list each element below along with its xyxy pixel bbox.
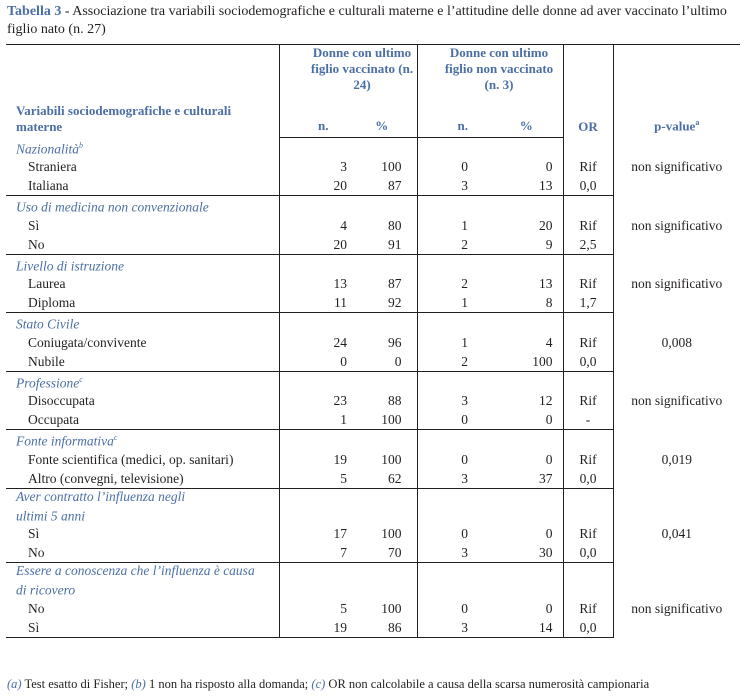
table-row [6, 391, 740, 410]
cell-n-vaccinated: 0 [279, 352, 347, 372]
row-label: Fonte scientifica (medici, op. sanitari) [6, 450, 279, 469]
cell-or: Rif [563, 216, 613, 235]
section-title-text: Stato Civile [16, 316, 80, 332]
section-row [6, 138, 740, 158]
cell-n-vaccinated: 5 [340, 600, 347, 616]
cell-or: 0,0 [563, 469, 613, 489]
section-title-text: Essere a conoscenza che l’influenza è causa di ricovero [16, 563, 255, 598]
cell-pct-vaccinated: 92 [347, 293, 417, 313]
cell-pct-vaccinated: 88 [347, 391, 417, 410]
cell-pct-vaccinated: 100 [347, 524, 417, 543]
cell-n-not-vaccinated: 3 [417, 543, 490, 563]
cell-pct-vaccinated: 100 [347, 410, 417, 430]
section-title-text: Professione [16, 375, 80, 390]
row-label: Sì [6, 216, 279, 235]
cell-n-not-vaccinated: 3 [417, 176, 490, 196]
cell-pct-not-vaccinated: 13 [490, 176, 563, 196]
header-variables: Variabili sociodemografiche e culturali materne [6, 45, 279, 138]
section-title [6, 430, 279, 450]
section-note: c [113, 433, 118, 442]
row-label: Disoccupata [6, 391, 279, 410]
row-label: Italiana [6, 176, 279, 196]
cell-n-not-vaccinated: 3 [417, 618, 490, 638]
cell-pct-not-vaccinated: 9 [490, 235, 563, 255]
section-title-text: Uso di medicina non convenzionale [16, 199, 209, 215]
cell-or: 2,5 [563, 235, 613, 255]
footnote-a-mark: (a) [7, 677, 22, 691]
table-caption [7, 3, 742, 39]
row-label: Straniera [6, 157, 279, 176]
header-group-not-vaccinated: Donne con ultimo figlio non vaccinato (n. 3) [417, 45, 563, 95]
footnote-b-text: 1 non ha risposto alla domanda; [145, 677, 312, 691]
cell-pct-not-vaccinated: 0 [490, 450, 563, 469]
footnote-c-text: OR non calcolabile a causa della scarsa numerosità campionaria [325, 677, 650, 691]
cell-or: Rif [563, 391, 613, 410]
cell-pct-not-vaccinated: 4 [490, 333, 563, 352]
row-label: Coniugata/convivente [6, 333, 279, 352]
cell-n-vaccinated: 13 [333, 276, 347, 291]
section-title-text: Nazionalità [16, 141, 80, 156]
cell-or: Rif [563, 450, 613, 469]
section-title-text: Aver contratto l’influenza negli ultimi 5 anni [16, 488, 186, 523]
table-row [6, 524, 740, 543]
cell-pct-not-vaccinated: 0 [490, 410, 563, 430]
section-title [6, 313, 279, 333]
section-title [6, 254, 279, 274]
section-row [6, 313, 740, 333]
row-label: No [6, 235, 279, 255]
cell-n-vaccinated: 20 [279, 176, 347, 196]
section-note: b [79, 140, 84, 150]
cell-pct-not-vaccinated: 100 [490, 352, 563, 372]
table-row [6, 333, 740, 352]
cell-or: 1,7 [563, 293, 613, 313]
header-pvalue-note: a [695, 118, 700, 128]
cell-or: - [563, 410, 613, 430]
table-row [6, 450, 740, 469]
cell-pvalue: 0,041 [661, 526, 692, 541]
footnote-c-mark: (c) [311, 677, 326, 691]
cell-or: Rif [563, 157, 613, 176]
cell-pvalue: non significativo [631, 393, 723, 408]
header-group-vaccinated: Donne con ultimo figlio vaccinato (n. 24) [279, 45, 417, 95]
table-caption-text: - Associazione tra variabili sociodemografiche e culturali materne e l’attitudine delle donne ad aver vaccinato l’ultimo figlio nato (n. 27) [7, 4, 727, 37]
section-title [6, 371, 279, 391]
cell-or: Rif [563, 524, 613, 543]
header-pct-not-vaccinated: % [490, 94, 563, 138]
row-label: Diploma [6, 293, 279, 313]
cell-pct-not-vaccinated: 0 [490, 524, 563, 543]
cell-n-not-vaccinated: 0 [461, 159, 468, 174]
cell-n-not-vaccinated: 1 [417, 293, 490, 313]
section-title-text: Livello di istruzione [16, 258, 124, 273]
header-pct-vaccinated: % [347, 94, 417, 138]
cell-n-vaccinated: 5 [279, 469, 347, 489]
cell-n-not-vaccinated: 1 [461, 334, 468, 350]
cell-pvalue: 0,008 [661, 334, 692, 350]
cell-pct-vaccinated: 100 [347, 450, 417, 469]
data-table [6, 44, 740, 638]
cell-n-vaccinated: 11 [279, 293, 347, 313]
cell-pvalue: non significativo [631, 217, 723, 233]
table-footnote [7, 677, 649, 692]
cell-pvalue: 0,019 [661, 451, 692, 467]
cell-pct-vaccinated: 91 [347, 235, 417, 255]
section-note: c [79, 374, 83, 384]
section-row [6, 430, 740, 450]
table-label: Tabella 3 [7, 4, 62, 19]
header-or: OR [563, 45, 613, 138]
cell-or: Rif [563, 333, 613, 352]
cell-pct-not-vaccinated: 14 [490, 618, 563, 638]
section-row [6, 488, 740, 524]
footnote-a-text: Test esatto di Fisher; [21, 677, 132, 691]
header-n-vaccinated: n. [279, 94, 347, 138]
cell-n-vaccinated: 17 [333, 526, 347, 541]
cell-n-vaccinated: 7 [279, 543, 347, 563]
header-pvalue-text: p-value [654, 118, 696, 134]
section-row [6, 254, 740, 274]
cell-n-vaccinated: 3 [340, 159, 347, 174]
cell-n-vaccinated: 1 [279, 410, 347, 430]
cell-n-not-vaccinated: 3 [461, 393, 468, 408]
cell-pct-vaccinated: 87 [347, 274, 417, 293]
table-row [6, 157, 740, 176]
cell-pct-vaccinated: 80 [347, 216, 417, 235]
row-label: No [6, 599, 279, 618]
cell-pct-not-vaccinated: 0 [490, 157, 563, 176]
table-body [6, 138, 740, 638]
section-row [6, 371, 740, 391]
row-label: No [6, 543, 279, 563]
cell-n-vaccinated: 19 [279, 618, 347, 638]
cell-or: 0,0 [563, 176, 613, 196]
section-title-text: Fonte informativa [16, 433, 114, 449]
header-n-not-vaccinated: n. [417, 94, 490, 138]
section-row [6, 196, 740, 216]
cell-n-not-vaccinated: 0 [417, 410, 490, 430]
cell-pct-not-vaccinated: 13 [490, 274, 563, 293]
table-row [6, 274, 740, 293]
cell-pvalue: non significativo [631, 600, 723, 616]
cell-pct-not-vaccinated: 8 [490, 293, 563, 313]
cell-pct-vaccinated: 62 [347, 469, 417, 489]
cell-pct-vaccinated: 100 [347, 599, 417, 618]
cell-pct-vaccinated: 100 [347, 157, 417, 176]
cell-pvalue: non significativo [631, 276, 723, 291]
cell-or: 0,0 [563, 618, 613, 638]
cell-pvalue: non significativo [631, 159, 723, 174]
cell-n-vaccinated: 23 [333, 393, 347, 408]
cell-n-not-vaccinated: 2 [417, 352, 490, 372]
cell-n-not-vaccinated: 0 [461, 600, 468, 616]
row-label: Sì [6, 524, 279, 543]
cell-or: Rif [563, 274, 613, 293]
cell-or: 0,0 [563, 543, 613, 563]
row-label: Laurea [6, 274, 279, 293]
cell-n-vaccinated: 19 [333, 451, 347, 467]
cell-pct-vaccinated: 96 [347, 333, 417, 352]
section-title [6, 138, 279, 158]
cell-n-not-vaccinated: 2 [461, 276, 468, 291]
cell-pct-not-vaccinated: 30 [490, 543, 563, 563]
cell-pct-not-vaccinated: 12 [490, 391, 563, 410]
row-label: Nubile [6, 352, 279, 372]
cell-pct-not-vaccinated: 37 [490, 469, 563, 489]
cell-n-not-vaccinated: 1 [461, 217, 468, 233]
row-label: Occupata [6, 410, 279, 430]
cell-n-not-vaccinated: 0 [461, 526, 468, 541]
header-pvalue [613, 45, 740, 138]
cell-or: Rif [563, 599, 613, 618]
cell-n-vaccinated: 20 [279, 235, 347, 255]
cell-n-not-vaccinated: 2 [417, 235, 490, 255]
cell-n-not-vaccinated: 0 [461, 451, 468, 467]
section-row [6, 563, 740, 599]
row-label: Altro (convegni, televisione) [6, 469, 279, 489]
row-label: Sì [6, 618, 279, 638]
table-row [6, 599, 740, 618]
cell-or: 0,0 [563, 352, 613, 372]
cell-pct-not-vaccinated: 0 [490, 599, 563, 618]
cell-pct-not-vaccinated: 20 [490, 216, 563, 235]
cell-n-vaccinated: 4 [340, 217, 347, 233]
section-title [6, 563, 279, 599]
footnote-b-mark: (b) [131, 677, 146, 691]
section-title [6, 488, 279, 524]
cell-pct-vaccinated: 0 [347, 352, 417, 372]
table-row [6, 216, 740, 235]
cell-pct-vaccinated: 87 [347, 176, 417, 196]
cell-pct-vaccinated: 86 [347, 618, 417, 638]
cell-pct-vaccinated: 70 [347, 543, 417, 563]
cell-n-vaccinated: 24 [333, 334, 347, 350]
cell-n-not-vaccinated: 3 [417, 469, 490, 489]
section-title [6, 196, 279, 216]
